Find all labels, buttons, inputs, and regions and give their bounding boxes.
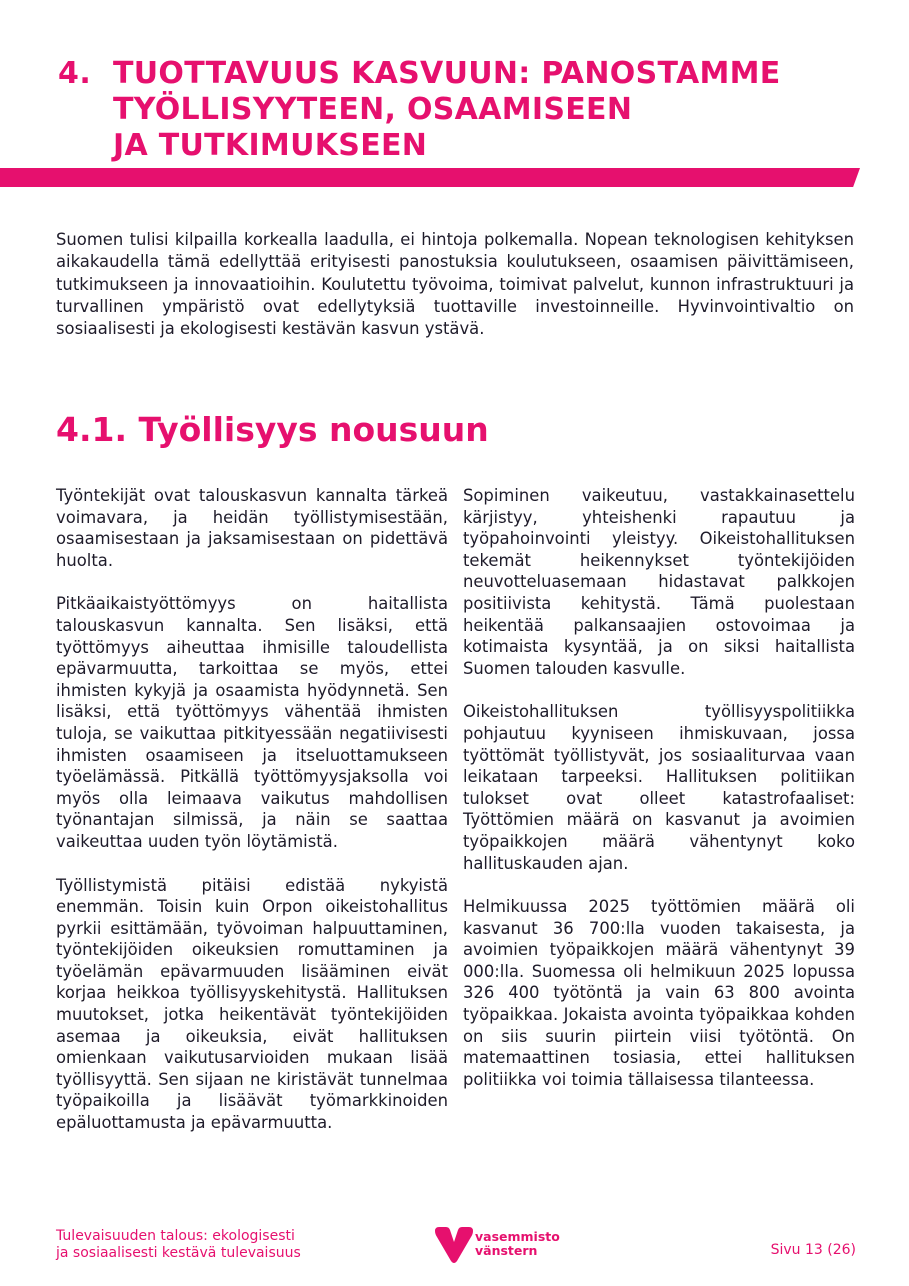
left-column	[56, 485, 448, 1156]
right-paragraph-3: Helmikuussa 2025 työttömien määrä oli kasvanut 36 700:lla vuoden takaisesta, ja avoimien työpaikkojen määrä vähentynyt 39 000:lla. Suomessa oli helmikuun 2025 lopussa 326 400 työtöntä ja vain 63 800 avointa työpaikkaa. Jokaista avointa työpaikkaa kohden on siis suurin piirtein viisi työtöntä. On matemaattinen tosiasia, ettei hallituksen politiikka voi toimia tällaisessa tilanteessa.	[463, 897, 855, 1089]
section-title-line-1: TUOTTAVUUS KASVUUN: PANOSTAMME	[113, 56, 781, 91]
left-paragraph-1: Työntekijät ovat talouskasvun kannalta tärkeä voimavara, ja heidän työllistymisestään, osaamisestaan ja jaksamisestaan on pidettävä huolta.	[56, 486, 448, 570]
section-title-line-3: JA TUTKIMUKSEEN	[113, 128, 428, 163]
footer-document-title	[56, 1228, 386, 1262]
page-number: Sivu 13 (26)	[770, 1242, 856, 1258]
party-logo	[433, 1225, 583, 1265]
logo-wordmark	[475, 1230, 560, 1258]
subsection-title: 4.1. Työllisyys nousuun	[56, 410, 489, 449]
right-paragraph-1: Sopiminen vaikeutuu, vastakkainasettelu kärjistyy, yhteishenki rapautuu ja työpahoinvointi yleistyy. Oikeistohallituksen tekemät heikennykset työntekijöiden neuvotteluasemaan hidastavat palkkojen positiivista kehitystä. Tämä puolestaan heikentää palkansaajien ostovoimaa ja kotimaista kysyntää, ja on siksi haitallista Suomen talouden kasvulle.	[463, 486, 855, 678]
v-heart-logo-icon	[433, 1225, 475, 1265]
section-number: 4.	[58, 56, 92, 91]
section-title	[113, 56, 781, 164]
logo-line-2: vänstern	[475, 1243, 538, 1258]
intro-paragraph: Suomen tulisi kilpailla korkealla laadulla, ei hintoja polkemalla. Nopean teknologisen kehityksen aikakaudella tämä edellyttää erityisesti panostuksia koulutukseen, osaamisen päivittämiseen, tutkimukseen ja innovaatioihin. Koulutettu työvoima, toimivat palvelut, kunnon infrastruktuuri ja turvallinen ympäristö ovat edellytyksiä tuottaville investoinneille. Hyvinvointivaltio on sosiaalisesti ja ekologisesti kestävän kasvun ystävä.	[56, 230, 854, 339]
section-title-line-2: TYÖLLISYYTEEN, OSAAMISEEN	[113, 92, 633, 127]
heading-underline-bar	[0, 168, 860, 187]
right-column	[463, 485, 855, 1112]
footer-title-line-2: ja sosiaalisesti kestävä tulevaisuus	[56, 1245, 301, 1261]
logo-line-1: vasemmisto	[475, 1229, 560, 1244]
right-paragraph-2: Oikeistohallituksen työllisyyspolitiikka pohjautuu kyyniseen ihmiskuvaan, jossa työttömät työllistyvät, jos sosiaaliturvaa vaan leikataan tarpeeksi. Hallituksen politiikan tulokset ovat olleet katastrofaaliset: Työttömien määrä on kasvanut ja avoimien työpaikkojen määrä vähentynyt koko hallituskauden ajan.	[463, 702, 855, 873]
left-paragraph-2: Pitkäaikaistyöttömyys on haitallista talouskasvun kannalta. Sen lisäksi, että työttömyys aiheuttaa ihmisille taloudellista epävarmuutta, tarkoittaa se myös, ettei ihmisten kykyjä ja osaamista hyödynnetä. Sen lisäksi, että työttömyys vähentää ihmisten tuloja, se vaikuttaa pitkityessään negatiivisesti ihmisten osaamiseen ja itseluottamukseen työelämässä. Pitkällä työttömyysjaksolla voi myös olla leimaava vaikutus mahdollisen työnantajan silmissä, ja näin se saattaa vaikeuttaa uuden työn löytämistä.	[56, 594, 448, 851]
left-paragraph-3: Työllistymistä pitäisi edistää nykyistä enemmän. Toisin kuin Orpon oikeistohallitus pyrkii esittämään, työvoiman halpuuttaminen, työntekijöiden oikeuksien romuttaminen ja työelämän epävarmuuden lisääminen eivät korjaa heikkoa työllisyyskehitystä. Hallituksen muutokset, jotka heikentävät työntekijöiden asemaa ja oikeuksia, eivät hallituksen omienkaan vaikutusarvioiden mukaan lisää työllisyyttä. Sen sijaan ne kiristävät tunnelmaa työpaikoilla ja lisäävät työmarkkinoiden epäluottamusta ja epävarmuutta.	[56, 875, 448, 1133]
footer-title-line-1: Tulevaisuuden talous: ekologisesti	[56, 1228, 295, 1244]
